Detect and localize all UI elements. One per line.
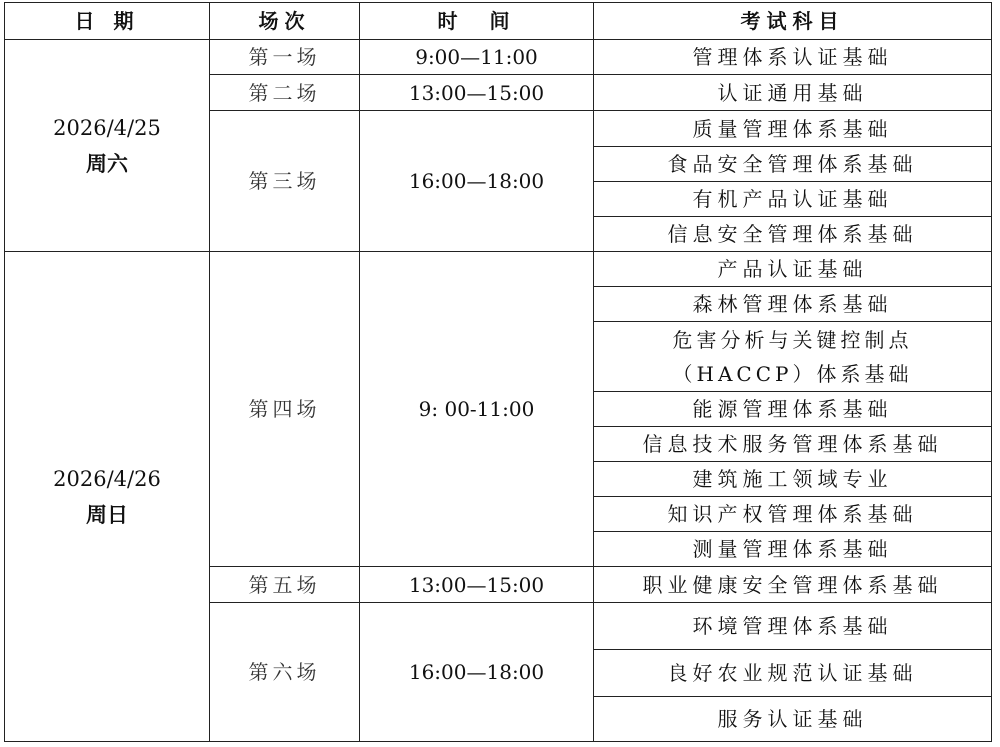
session-cell: 第六场 [210,603,360,742]
table-row [5,252,992,287]
header-subject: 考试科目 [594,3,992,40]
weekday-text: 周日 [86,502,128,527]
session-cell: 第二场 [210,75,360,111]
subject-cell: 食品安全管理体系基础 [594,147,992,182]
session-cell: 第三场 [210,111,360,252]
subject-cell: 信息技术服务管理体系基础 [594,427,992,462]
subject-cell: 环境管理体系基础 [594,603,992,650]
subject-cell: 有机产品认证基础 [594,182,992,217]
subject-cell: 信息安全管理体系基础 [594,217,992,252]
subject-cell: 质量管理体系基础 [594,111,992,147]
time-cell: 9: 00-11:00 [360,252,594,567]
time-cell: 9:00—11:00 [360,40,594,75]
header-date: 日 期 [5,3,210,40]
subject-cell: 服务认证基础 [594,697,992,742]
subject-cell: 认证通用基础 [594,75,992,111]
date-text: 2026/4/25 [53,115,161,140]
subject-cell: 测量管理体系基础 [594,532,992,567]
exam-schedule-table [4,2,992,742]
subject-cell: 建筑施工领域专业 [594,462,992,497]
session-cell: 第一场 [210,40,360,75]
date-cell [5,40,210,252]
time-cell: 13:00—15:00 [360,75,594,111]
subject-cell: 知识产权管理体系基础 [594,497,992,532]
session-cell: 第四场 [210,252,360,567]
subject-cell: 能源管理体系基础 [594,392,992,427]
time-cell: 16:00—18:00 [360,603,594,742]
time-cell: 16:00—18:00 [360,111,594,252]
subject-cell: 管理体系认证基础 [594,40,992,75]
time-cell: 13:00—15:00 [360,567,594,603]
header-row [5,3,992,40]
date-cell [5,252,210,742]
date-text: 2026/4/26 [53,466,161,491]
subject-cell: 森林管理体系基础 [594,287,992,322]
subject-cell: 危害分析与关键控制点（HACCP）体系基础 [594,322,992,392]
subject-cell: 职业健康安全管理体系基础 [594,567,992,603]
session-cell: 第五场 [210,567,360,603]
header-session: 场次 [210,3,360,40]
subject-cell: 产品认证基础 [594,252,992,287]
weekday-text: 周六 [86,151,128,176]
subject-cell: 良好农业规范认证基础 [594,650,992,697]
table-row [5,40,992,75]
header-time: 时 间 [360,3,594,40]
